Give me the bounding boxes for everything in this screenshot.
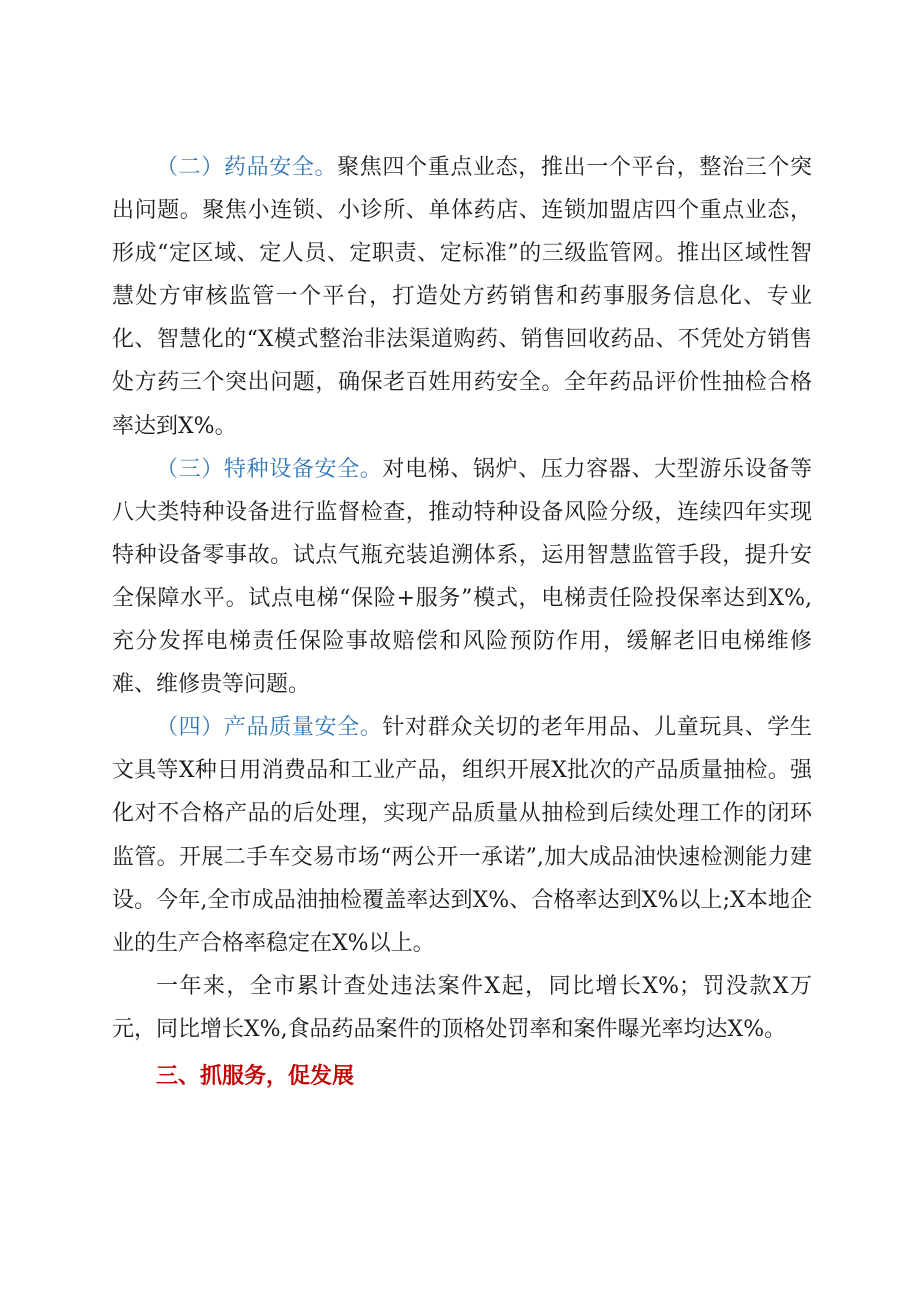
section-drug-safety: [112, 146, 812, 448]
section-lead: （三）特种设备安全。: [156, 456, 383, 482]
section-body: 针对群众关切的老年用品、儿童玩具、学生文具等X种日用消费品和工业产品，组织开展X批次的产品质量抽检。强化对不合格产品的后处理，实现产品质量从抽检到后续处理工作的闭环监管。开展二手车交易市场“两公开一承诺”,加大成品油快速检测能力建设。今年,全市成品油抽检覆盖率达到X%、合格率达到X%以上;X本地企业的生产合格率稳定在X%以上。: [112, 715, 812, 956]
summary-paragraph: 一年来，全市累计查处违法案件X起，同比增长X%；罚没款X万元，同比增长X%,食品药品案件的顶格处罚率和案件曝光率均达X%。: [112, 973, 812, 1042]
section-body: 聚焦四个重点业态，推出一个平台，整治三个突出问题。聚焦小连锁、小诊所、单体药店、连锁加盟店四个重点业态，形成“定区域、定人员、定职责、定标准”的三级监管网。推出区域性智慧处方审核监管一个平台，打造处方药销售和药事服务信息化、专业化、智慧化的“X模式整治非法渠道购药、销售回收药品、不凭处方销售处方药三个突出问题，确保老百姓用药安全。全年药品评价性抽检合格率达到X%。: [112, 155, 812, 439]
section-special-equipment-safety: [112, 448, 812, 707]
section-lead: （二）药品安全。: [156, 155, 338, 180]
section-heading: 三、抓服务，促发展: [156, 1063, 355, 1089]
section-body: 对电梯、锅炉、压力容器、大型游乐设备等八大类特种设备进行监督检查，推动特种设备风险分级，连续四年实现特种设备零事故。试点气瓶充装追溯体系，运用智慧监管手段，提升安全保障水平。试点电梯“保险+服务”模式，电梯责任险投保率达到X%,充分发挥电梯责任保险事故赔偿和风险预防作用，缓解老旧电梯维修难、维修贵等问题。: [112, 456, 812, 698]
section-lead: （四）产品质量安全。: [156, 715, 383, 741]
section-product-quality-safety: [112, 706, 812, 965]
document-body: [112, 146, 812, 1098]
